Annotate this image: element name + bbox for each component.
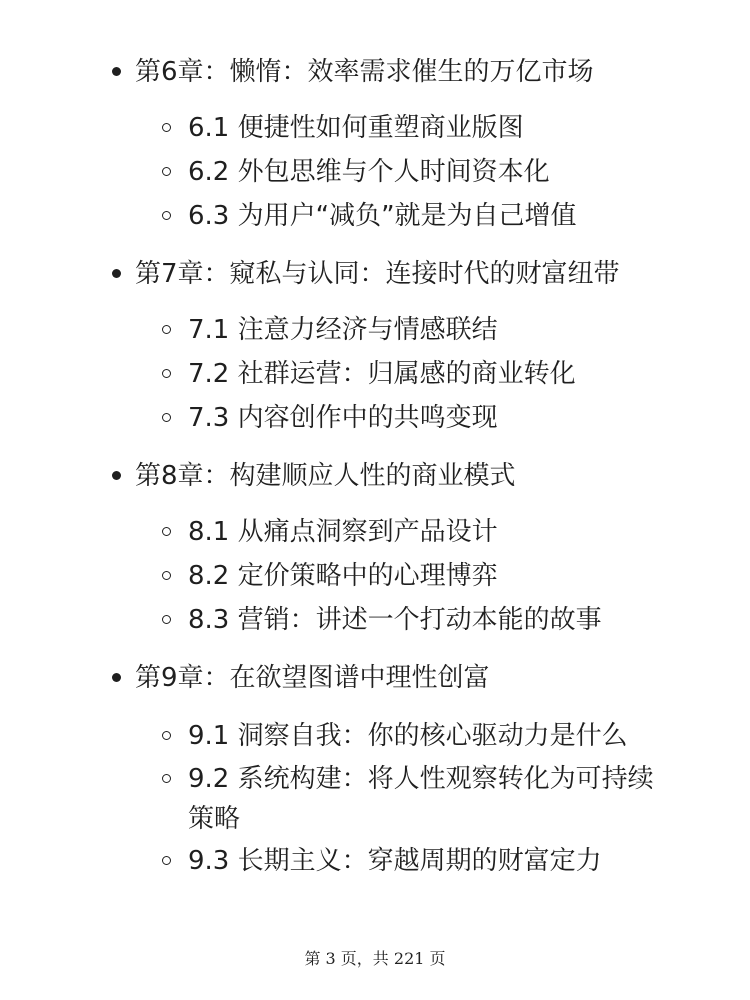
section-7-1	[162, 310, 682, 350]
hollow-bullet-icon	[162, 774, 171, 783]
filled-bullet-icon	[112, 269, 121, 278]
hollow-bullet-icon	[162, 527, 171, 536]
section-7-3	[162, 398, 682, 438]
page-number-footer: 第 3 页，共 221 页	[304, 949, 446, 968]
section-6-2	[162, 152, 682, 192]
section-title: 6.3 为用户“减负”就是为自己增值	[188, 201, 577, 231]
hollow-bullet-icon	[162, 123, 171, 132]
section-title: 9.2 系统构建：将人性观察转化为可持续策略	[188, 764, 654, 834]
section-title: 9.1 洞察自我：你的核心驱动力是什么	[188, 721, 628, 751]
section-title: 8.1 从痛点洞察到产品设计	[188, 517, 498, 547]
section-9-1	[162, 716, 682, 756]
hollow-bullet-icon	[162, 167, 171, 176]
hollow-bullet-icon	[162, 413, 171, 422]
section-9-2	[162, 759, 682, 839]
chapter-title: 第7章：窥私与认同：连接时代的财富纽带	[135, 259, 620, 289]
section-title: 7.1 注意力经济与情感联结	[188, 315, 498, 345]
hollow-bullet-icon	[162, 325, 171, 334]
hollow-bullet-icon	[162, 731, 171, 740]
section-6-1	[162, 108, 682, 148]
section-title: 8.3 营销：讲述一个打动本能的故事	[188, 605, 602, 635]
hollow-bullet-icon	[162, 571, 171, 580]
chapter-title: 第9章：在欲望图谱中理性创富	[135, 663, 490, 693]
section-title: 7.3 内容创作中的共鸣变现	[188, 403, 498, 433]
section-title: 7.2 社群运营：归属感的商业转化	[188, 359, 576, 389]
filled-bullet-icon	[112, 67, 121, 76]
section-title: 6.2 外包思维与个人时间资本化	[188, 157, 550, 187]
section-8-1	[162, 512, 682, 552]
filled-bullet-icon	[112, 471, 121, 480]
section-7-2	[162, 354, 682, 394]
hollow-bullet-icon	[162, 856, 171, 865]
filled-bullet-icon	[112, 673, 121, 682]
section-title: 9.3 长期主义：穿越周期的财富定力	[188, 846, 602, 876]
section-6-3	[162, 196, 682, 236]
section-9-3	[162, 841, 682, 881]
hollow-bullet-icon	[162, 615, 171, 624]
chapter-title: 第6章：懒惰：效率需求催生的万亿市场	[135, 57, 594, 87]
section-title: 8.2 定价策略中的心理博弈	[188, 561, 498, 591]
section-8-3	[162, 600, 682, 640]
hollow-bullet-icon	[162, 369, 171, 378]
section-title: 6.1 便捷性如何重塑商业版图	[188, 113, 524, 143]
hollow-bullet-icon	[162, 211, 171, 220]
chapter-title: 第8章：构建顺应人性的商业模式	[135, 461, 516, 491]
section-8-2	[162, 556, 682, 596]
